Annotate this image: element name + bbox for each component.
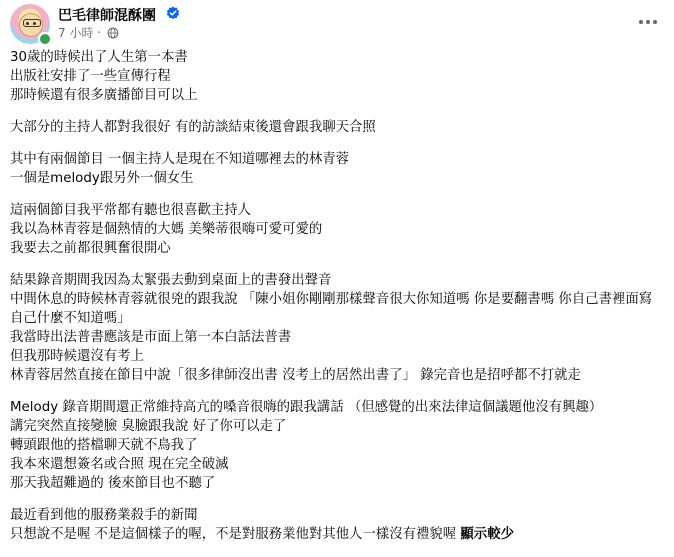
- paragraph-2: [10, 118, 662, 137]
- verified-badge-icon: [166, 6, 180, 20]
- see-less-button[interactable]: 顯示較少: [460, 527, 514, 542]
- online-status-icon: [38, 32, 52, 46]
- more-options-button[interactable]: [634, 8, 662, 36]
- text-line: Melody 錄音期間還正常維持高亢的嗓音很嗨的跟我講話 （但感覺的出來法律這個議題他沒有興趣）: [10, 400, 603, 415]
- globe-icon[interactable]: [107, 27, 119, 39]
- text-line: 我以為林青蓉是個熱情的大媽 美樂蒂很嗨可愛可愛的: [10, 222, 323, 237]
- text-line: 大部分的主持人都對我很好 有的訪談結束後還會跟我聊天合照: [10, 120, 376, 135]
- page-name-link[interactable]: 巴毛律師混酥團: [58, 8, 156, 24]
- text-line: 我要去之前都很興奮很開心: [10, 241, 171, 256]
- post-meta: [58, 24, 119, 41]
- text-line: 講完突然直接變臉 臭臉跟我說 好了你可以走了: [10, 419, 287, 434]
- more-options-icon-dot: [646, 20, 650, 24]
- more-options-icon-dot: [653, 20, 657, 24]
- text-line-content: 只想說不是喔 不是這個樣子的喔，不是對服務業他對其他人一樣沒有禮貌喔: [10, 527, 457, 542]
- paragraph-4: [10, 201, 662, 258]
- more-options-icon: [639, 20, 643, 24]
- paragraph-1: [10, 48, 662, 105]
- paragraph-6: [10, 398, 662, 493]
- text-line: 那時候還有很多廣播節目可以上: [10, 88, 198, 103]
- text-line: 但我那時候還沒有考上: [10, 349, 144, 364]
- text-line: 我本來還想簽名或合照 現在完全破滅: [10, 457, 229, 472]
- text-line: 結果錄音期間我因為太緊張去動到桌面上的書發出聲音: [10, 273, 332, 288]
- text-line: 我當時出法普書應該是市面上第一本白話法普書: [10, 330, 292, 345]
- post-text: [10, 48, 662, 557]
- text-line: 最近看到他的服務業殺手的新聞: [10, 508, 198, 523]
- text-line: 林青蓉居然直接在節目中說「很多律師沒出書 沒考上的居然出書了」 錄完音也是招呼都不打就走: [10, 368, 581, 383]
- post-timestamp[interactable]: 7 小時: [58, 26, 94, 40]
- text-line: 出版社安排了一些宣傳行程: [10, 69, 171, 84]
- text-line: 中間休息的時候林青蓉就很兇的跟我說 「陳小姐你剛剛那樣聲音很大你知道嗎 你是要翻書嗎 你自己書裡面寫自己什麼不知道嗎」: [10, 292, 653, 326]
- avatar[interactable]: [10, 4, 50, 44]
- text-line: 30歲的時候出了人生第一本書: [10, 50, 188, 65]
- text-line: 這兩個節目我平常都有聽也很喜歡主持人: [10, 203, 252, 218]
- meta-separator: ·: [97, 25, 102, 40]
- paragraph-3: [10, 150, 662, 188]
- post-header: [0, 0, 674, 46]
- text-line: 一個是melody跟另外一個女生: [10, 171, 194, 186]
- text-line: 那天我超難過的 後來節目也不聽了: [10, 476, 216, 491]
- text-line: [10, 525, 662, 544]
- paragraph-7: [10, 506, 662, 544]
- text-line: 轉頭跟他的搭檔聊天就不鳥我了: [10, 438, 198, 453]
- text-line: 其中有兩個節目 一個主持人是現在不知道哪裡去的林青蓉: [10, 152, 350, 167]
- paragraph-5: [10, 271, 662, 385]
